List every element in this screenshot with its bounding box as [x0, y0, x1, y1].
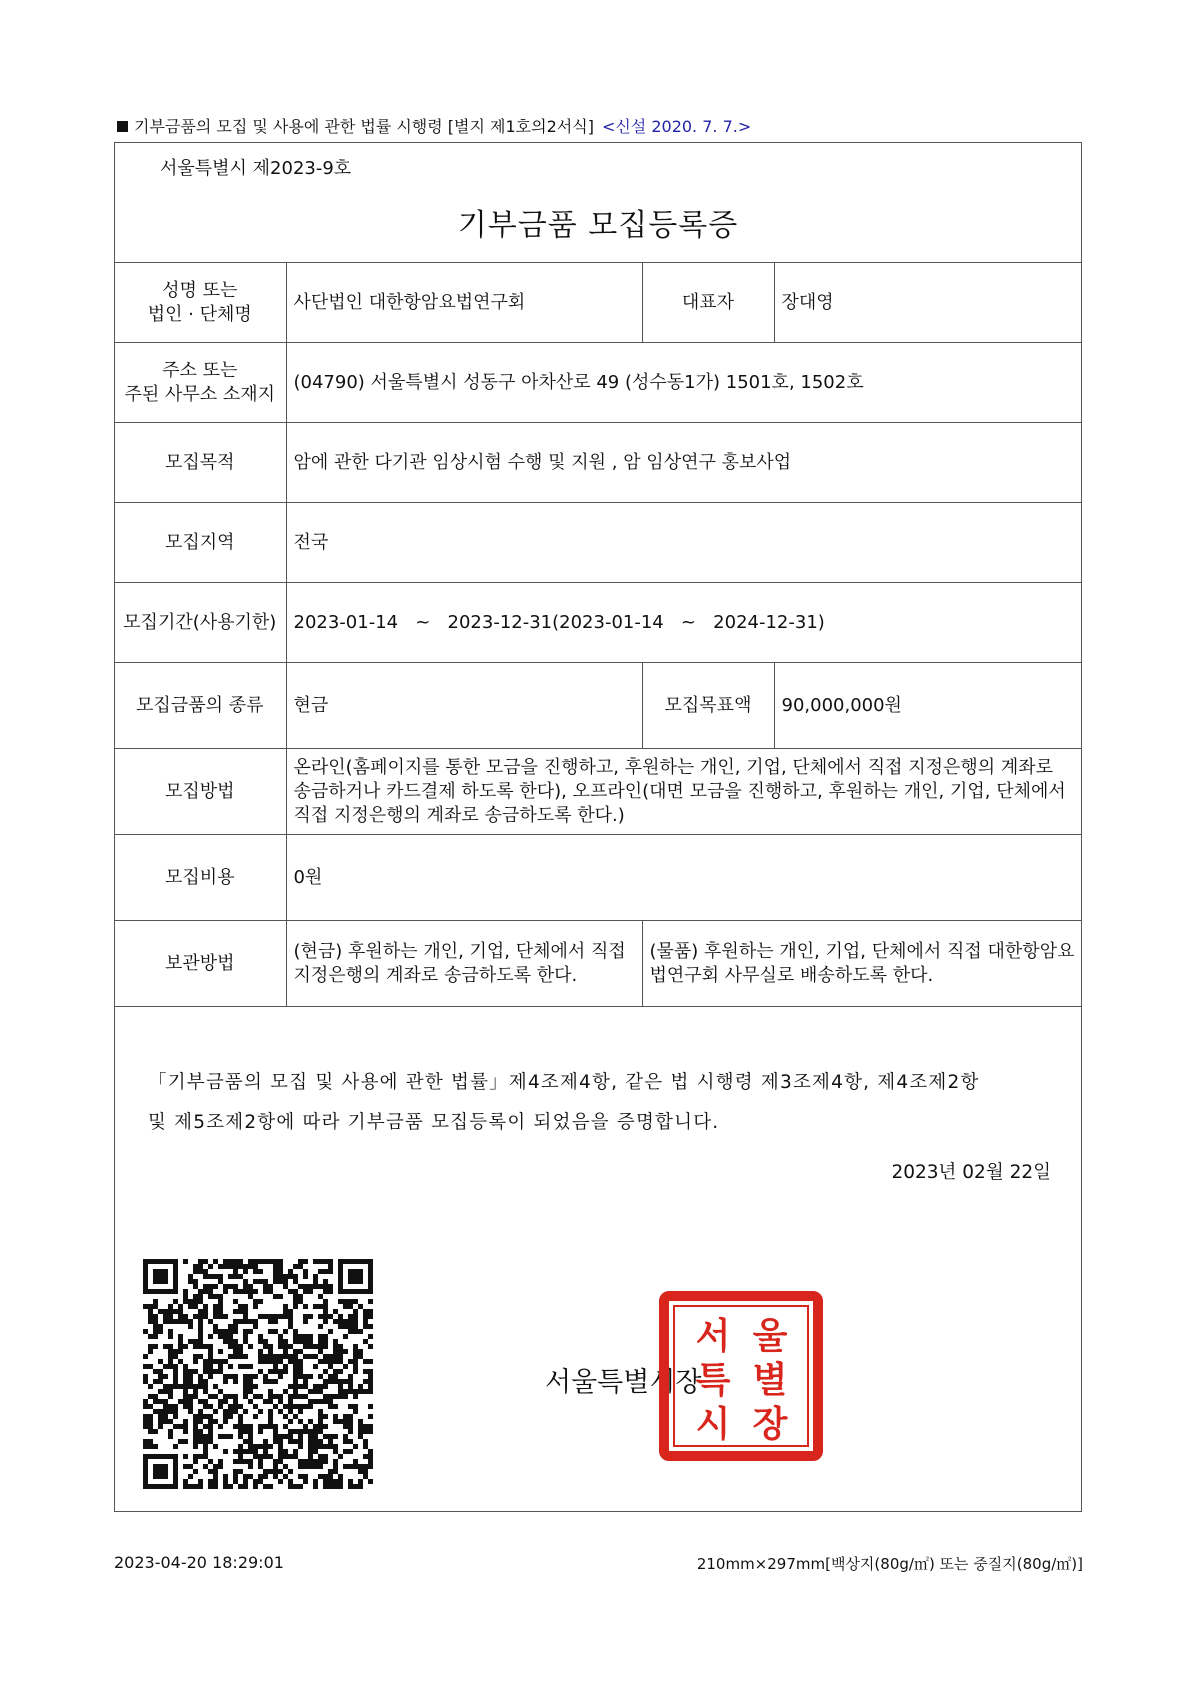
- cost-value: 0원: [286, 835, 1082, 921]
- table-row: [114, 263, 1082, 343]
- target-amount-label: 모집목표액: [642, 663, 774, 749]
- period-label: 모집기간(사용기한): [114, 583, 286, 663]
- address-label-line2: 주된 사무소 소재지: [124, 383, 276, 405]
- storage-goods-value: (물품) 후원하는 개인, 기업, 단체에서 직접 대한항암요법연구회 사무실로 배송하도록 한다.: [642, 921, 1082, 1007]
- issuer-name: 서울특별시장: [545, 1367, 702, 1398]
- certification-date: 2023년 02월 22일: [891, 1162, 1051, 1183]
- table-row: [114, 503, 1082, 583]
- storage-cash-value: (현금) 후원하는 개인, 기업, 단체에서 직접 지정은행의 계좌로 송금하도록 한다.: [286, 921, 642, 1007]
- registration-number: 서울특별시 제2023-9호: [160, 158, 352, 179]
- method-label: 모집방법: [114, 749, 286, 835]
- svg-text:울: 울: [752, 1316, 788, 1357]
- form-reference: 기부금품의 모집 및 사용에 관한 법률 시행령 [별지 제1호의2서식]: [134, 117, 594, 136]
- certification-line1: 「기부금품의 모집 및 사용에 관한 법률」제4조제4항, 같은 법 시행령 제3조제4항, 제4조제2항: [148, 1072, 980, 1093]
- region-label: 모집지역: [114, 503, 286, 583]
- table-row: [114, 749, 1082, 835]
- qr-code: [143, 1258, 373, 1490]
- storage-label: 보관방법: [114, 921, 286, 1007]
- svg-text:장: 장: [752, 1404, 788, 1445]
- paper-specification: 210mm×297mm[백상지(80g/㎡) 또는 중질지(80g/㎡)]: [696, 1555, 1083, 1573]
- svg-text:서: 서: [695, 1316, 731, 1357]
- address-label-line1: 주소 또는: [162, 359, 238, 381]
- address-label: [114, 343, 286, 423]
- form-reference-header: [117, 114, 751, 137]
- svg-text:별: 별: [752, 1360, 788, 1401]
- address-value: (04790) 서울특별시 성동구 아차산로 49 (성수동1가) 1501호, 1502호: [286, 343, 1082, 423]
- period-value: 2023-01-14 ~ 2023-12-31(2023-01-14 ~ 2024-12-31): [286, 583, 1082, 663]
- square-bullet-icon: [117, 121, 128, 132]
- table-row: [114, 835, 1082, 921]
- print-timestamp: 2023-04-20 18:29:01: [114, 1553, 284, 1572]
- svg-text:특: 특: [695, 1360, 731, 1401]
- table-row: [114, 921, 1082, 1007]
- name-label-line2: 법인 · 단체명: [147, 303, 252, 325]
- name-value: 사단법인 대한항암요법연구회: [286, 263, 642, 343]
- purpose-value: 암에 관한 다기관 임상시험 수행 및 지원 , 암 임상연구 홍보사업: [286, 423, 1082, 503]
- table-row: [114, 663, 1082, 749]
- revision-note: <신설 2020. 7. 7.>: [601, 117, 752, 136]
- official-seal-icon: [658, 1290, 824, 1462]
- svg-text:시: 시: [695, 1404, 731, 1445]
- table-row: [114, 583, 1082, 663]
- cost-label: 모집비용: [114, 835, 286, 921]
- method-value: 온라인(홈페이지를 통한 모금을 진행하고, 후원하는 개인, 기업, 단체에서 직접 지정은행의 계좌로 송금하거나 카드결제 하도록 한다), 오프라인(대면 모금을 진행하고, 후원하는 개인, 기업, 단체에서 직접 지정은행의 계좌로 송금하도록 한다.): [286, 749, 1082, 835]
- certification-statement: [148, 1063, 1048, 1143]
- document-title: 기부금품 모집등록증: [457, 208, 739, 243]
- kind-value: 현금: [286, 663, 642, 749]
- purpose-label: 모집목적: [114, 423, 286, 503]
- table-row: [114, 343, 1082, 423]
- representative-label: 대표자: [642, 263, 774, 343]
- kind-label: 모집금품의 종류: [114, 663, 286, 749]
- registration-table: [114, 262, 1082, 1007]
- certification-line2: 및 제5조제2항에 따라 기부금품 모집등록이 되었음을 증명합니다.: [148, 1112, 720, 1133]
- name-label: [114, 263, 286, 343]
- region-value: 전국: [286, 503, 1082, 583]
- name-label-line1: 성명 또는: [162, 279, 238, 301]
- target-amount-value: 90,000,000원: [774, 663, 1082, 749]
- representative-value: 장대영: [774, 263, 1082, 343]
- table-row: [114, 423, 1082, 503]
